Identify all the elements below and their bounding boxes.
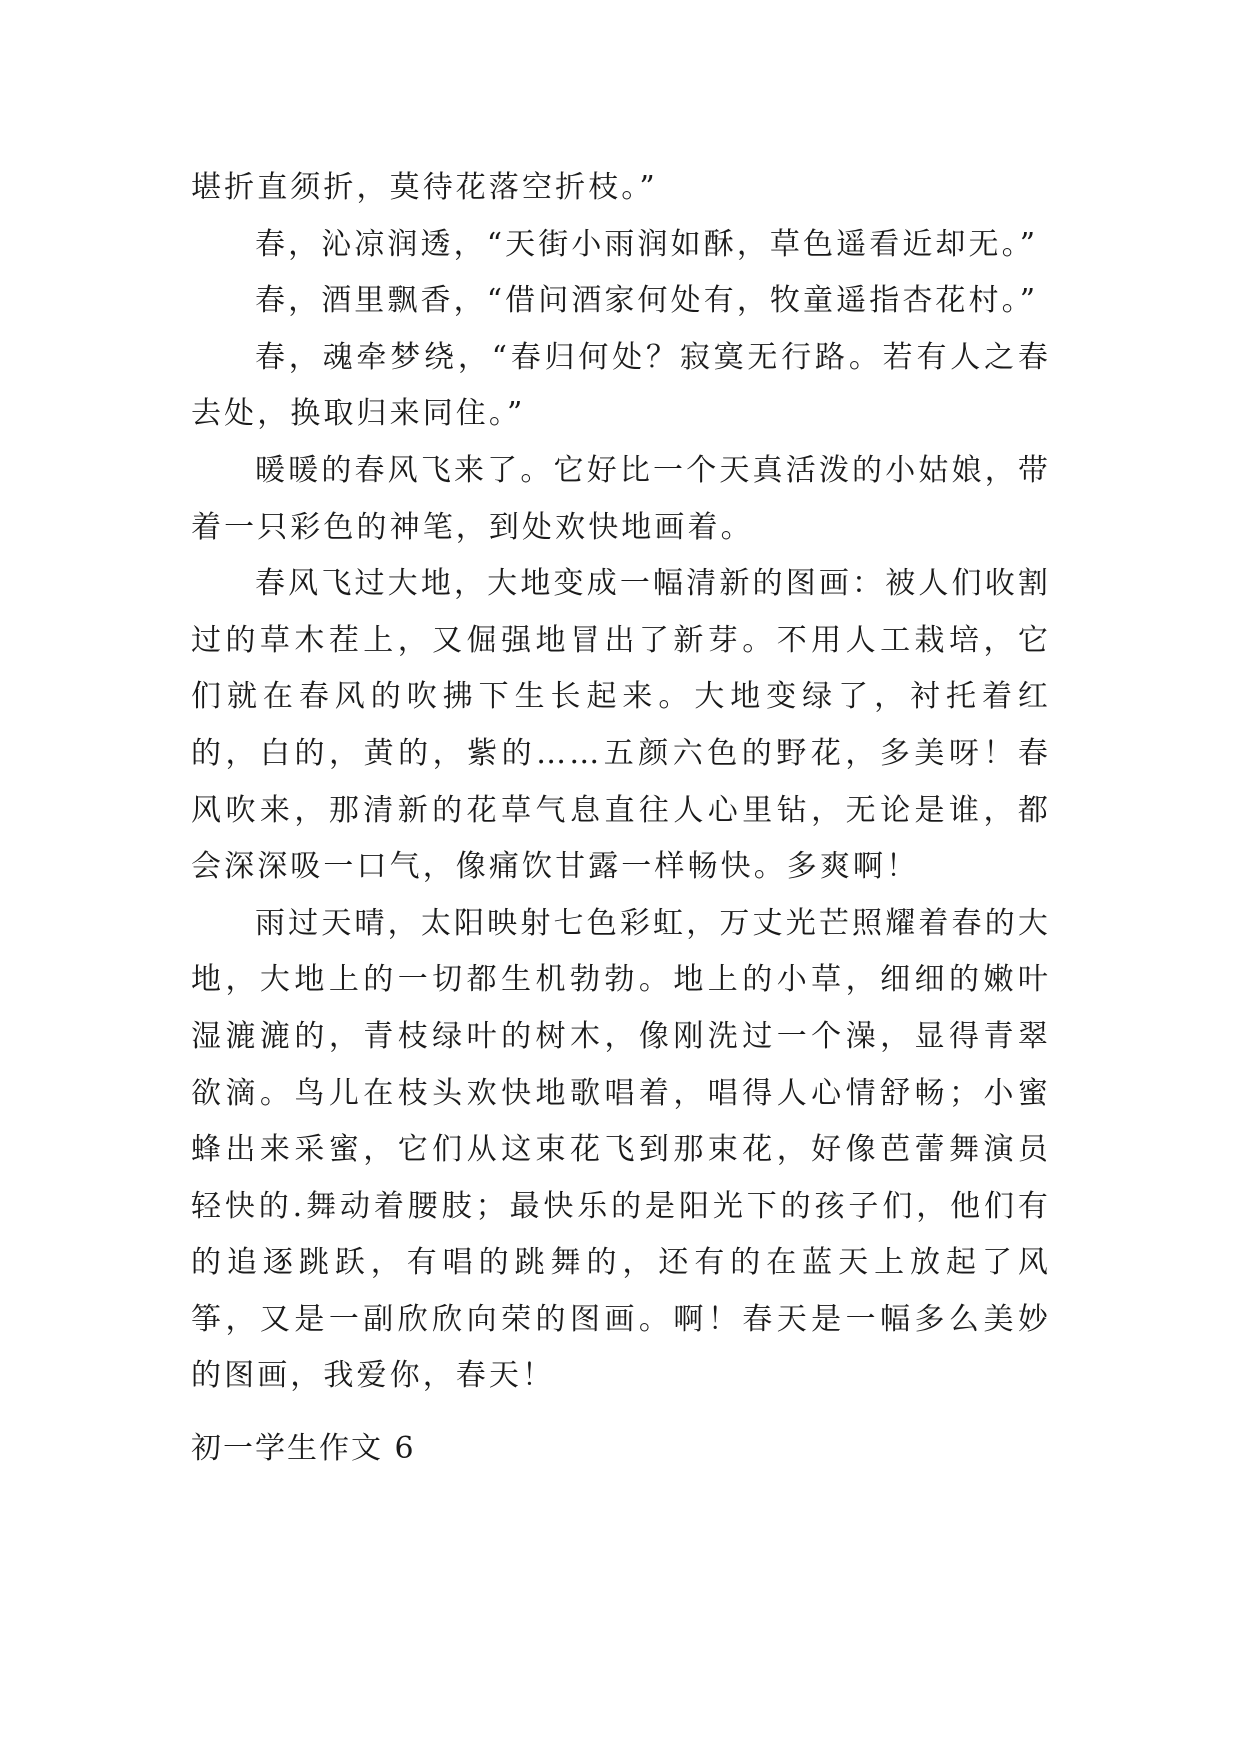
- section-heading: 初一学生作文 6: [191, 1431, 416, 1466]
- paragraph-4: 春，魂牵梦绕，“春归何处？寂寞无行路。若有人之春去处，换取归来同住。”: [191, 339, 1051, 432]
- paragraph-5: 暖暖的春风飞来了。它好比一个天真活泼的小姑娘，带着一只彩色的神笔，到处欢快地画着。: [191, 452, 1051, 545]
- paragraph-2: 春，沁凉润透，“天街小雨润如酥，草色遥看近却无。”: [255, 226, 1039, 262]
- paragraph-1: 堪折直须折，莫待花落空折枝。”: [191, 170, 658, 205]
- essay-body: [191, 160, 1051, 1405]
- paragraph-3: 春，酒里飘香，“借问酒家何处有，牧童遥指杏花村。”: [255, 283, 1039, 319]
- paragraph-7: 雨过天晴，太阳映射七色彩虹，万丈光芒照耀着春的大地，大地上的一切都生机勃勃。地上的小草，细细的嫩叶湿漉漉的，青枝绿叶的树木，像刚洗过一个澡，显得青翠欲滴。鸟儿在枝头欢快地歌唱着，唱得人心情舒畅；小蜜蜂出来采蜜，它们从这束花飞到那束花，好像芭蕾舞演员轻快的.舞动着腰肢；最快乐的是阳光下的孩子们，他们有的追逐跳跃，有唱的跳舞的，还有的在蓝天上放起了风筝，又是一副欣欣向荣的图画。啊！春天是一幅多么美妙的图画，我爱你，春天！: [191, 905, 1051, 1394]
- paragraph-6: 春风飞过大地，大地变成一幅清新的图画：被人们收割过的草木茬上，又倔强地冒出了新芽。不用人工栽培，它们就在春风的吹拂下生长起来。大地变绿了，衬托着红的，白的，黄的，紫的……五颜六色的野花，多美呀！春风吹来，那清新的花草气息直往人心里钻，无论是谁，都会深深吸一口气，像痛饮甘露一样畅快。多爽啊！: [191, 566, 1051, 885]
